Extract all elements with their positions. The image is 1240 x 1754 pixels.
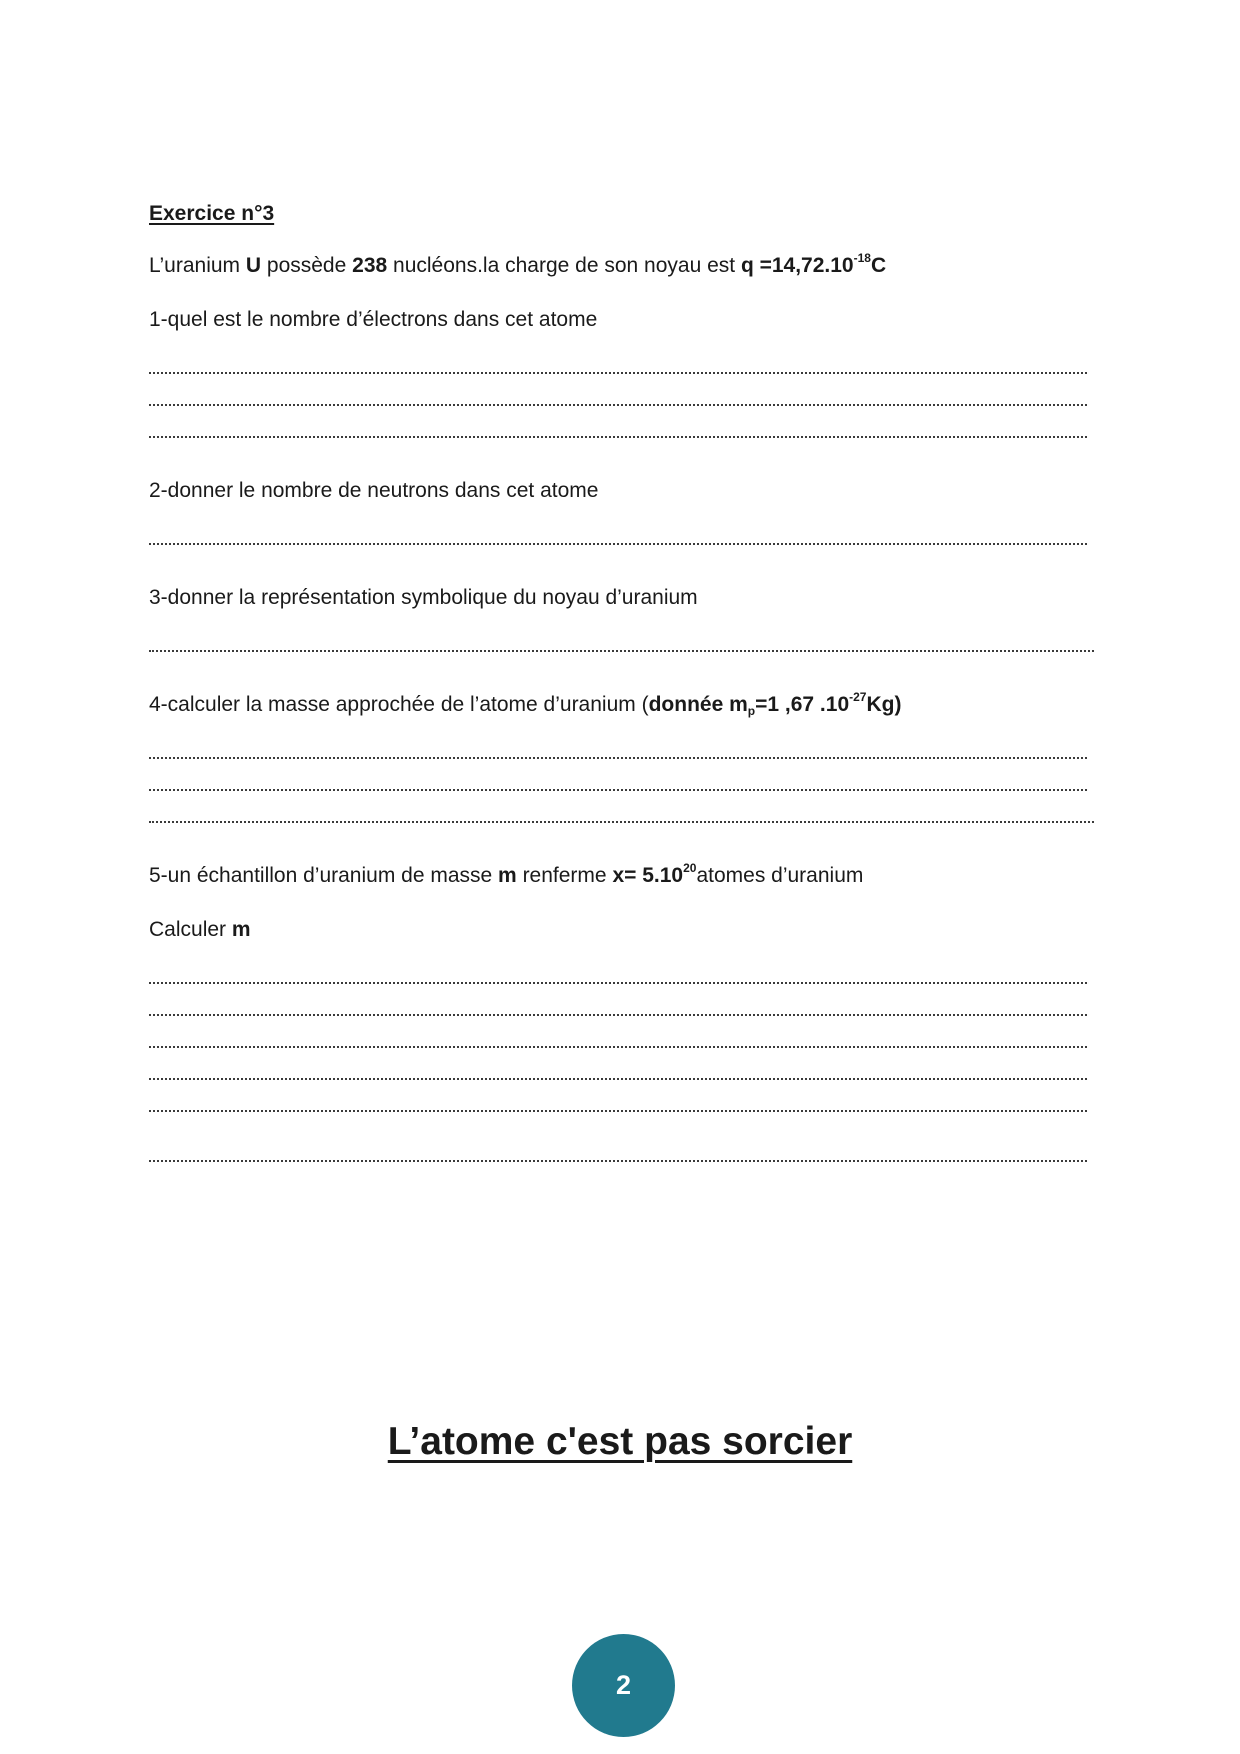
answer-line	[149, 372, 1087, 374]
given-data-unit: Kg)	[866, 693, 902, 716]
answer-line	[149, 1014, 1087, 1016]
answer-line	[149, 650, 1094, 652]
answer-line	[149, 982, 1087, 984]
intro-text-1: L’uranium	[149, 254, 246, 277]
answer-line	[149, 1078, 1087, 1080]
compute-variable: m	[231, 918, 251, 941]
intro-text-3: nucléons.la charge de son noyau est	[387, 254, 741, 277]
answer-line	[149, 1160, 1087, 1162]
question-5-text-3: atomes d’uranium	[696, 864, 864, 887]
given-data-subscript: p	[747, 704, 756, 718]
mass-variable: m	[498, 864, 517, 887]
nucleon-count: 238	[352, 254, 388, 277]
given-data-exponent: -27	[849, 690, 867, 704]
question-1: 1-quel est le nombre d’électrons dans cet atome	[149, 308, 598, 331]
answer-line	[149, 543, 1087, 545]
page-number: 2	[615, 1670, 632, 1700]
question-3: 3-donner la représentation symbolique du noyau d’uranium	[149, 586, 698, 609]
answer-line	[149, 436, 1087, 438]
question-4-text: 4-calculer la masse approchée de l’atome d’uranium (	[149, 693, 649, 716]
answer-line	[149, 1046, 1087, 1048]
question-5-text-1: 5-un échantillon d’uranium de masse	[149, 864, 499, 887]
answer-line	[149, 789, 1087, 791]
given-data-label: donnée m	[648, 693, 748, 716]
atom-count-value: x= 5.10	[612, 864, 684, 887]
intro-text-2: possède	[261, 254, 353, 277]
compute-label: Calculer	[149, 918, 232, 941]
question-5-text-2: renferme	[516, 864, 613, 887]
question-2: 2-donner le nombre de neutrons dans cet atome	[149, 479, 599, 502]
given-data-value: =1 ,67 .10	[755, 693, 850, 716]
answer-line	[149, 757, 1087, 759]
exercise-title: Exercice n°3	[149, 202, 275, 225]
exercise-intro	[149, 251, 887, 278]
charge-value: q =14,72.10	[740, 254, 854, 277]
answer-line	[149, 404, 1087, 406]
page-heading: L’atome c'est pas sorcier	[387, 1420, 853, 1463]
atom-count-exponent: 20	[683, 861, 697, 875]
charge-unit: C	[870, 254, 887, 277]
compute-instruction	[149, 918, 251, 942]
question-5	[149, 861, 864, 888]
answer-line	[149, 821, 1094, 823]
question-4	[149, 690, 902, 718]
answer-line	[149, 1110, 1087, 1112]
charge-exponent: -18	[853, 251, 871, 265]
uranium-symbol: U	[245, 254, 262, 277]
page-number-badge	[572, 1634, 675, 1737]
